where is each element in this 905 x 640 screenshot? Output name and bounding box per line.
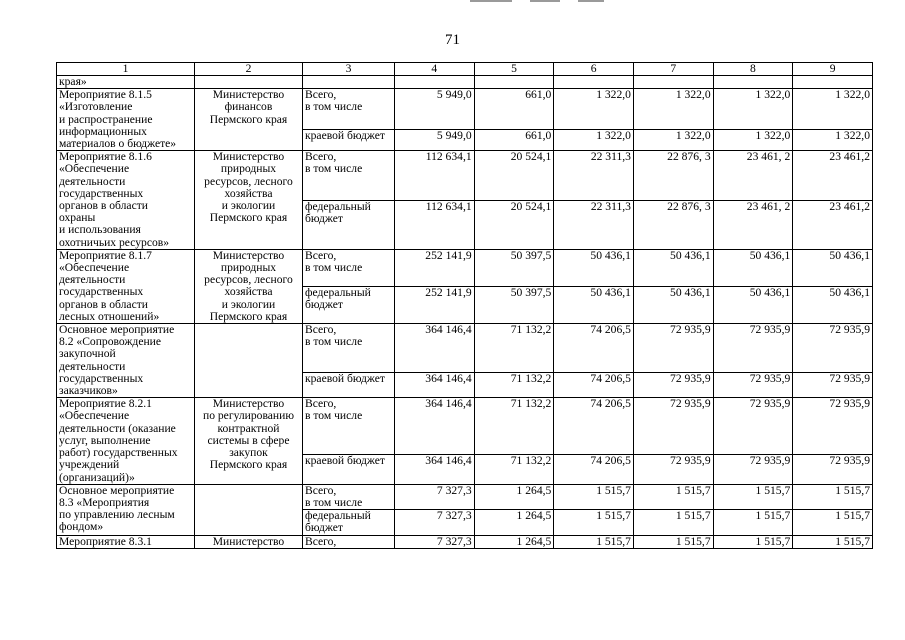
amount-value: 72 935,9 [633,455,713,485]
amount-value: 112 634,1 [395,200,475,249]
amount-value: 252 141,9 [395,286,475,323]
column-number: 9 [793,63,873,76]
column-number: 5 [474,63,554,76]
amount-value: 71 132,2 [474,398,554,455]
amount-value: 50 436,1 [554,249,634,286]
amount-value: 1 264,5 [474,484,554,509]
table-row [57,324,873,373]
amount-value: 50 397,5 [474,286,554,323]
amount-value: 1 515,7 [793,535,873,548]
amount-value: 72 935,9 [793,398,873,455]
funding-source: Всего, в том числе [303,398,395,455]
amount-value: 1 322,0 [554,89,634,130]
scan-artifact [470,0,650,3]
column-number: 6 [554,63,634,76]
executor-name [195,324,303,398]
amount-value: 1 322,0 [554,130,634,151]
budget-table [56,62,873,549]
activity-name: Основное мероприятие 8.3 «Мероприятия по управлению лесным фондом» [57,484,195,535]
amount-value: 23 461,2 [793,151,873,200]
executor-name: Министерство природных ресурсов, лесного хозяйства и экологии Пермского края [195,249,303,323]
funding-source: Всего, в том числе [303,151,395,200]
funding-source: краевой бюджет [303,372,395,397]
table-row [57,89,873,130]
empty-cell [554,76,634,89]
amount-value: 72 935,9 [633,398,713,455]
amount-value: 364 146,4 [395,324,475,373]
amount-value: 72 935,9 [633,324,713,373]
executor-name: Министерство природных ресурсов, лесного хозяйства и экологии Пермского края [195,151,303,250]
budget-table-body [57,63,873,549]
executor-name [195,484,303,535]
amount-value: 50 436,1 [793,249,873,286]
amount-value: 5 949,0 [395,89,475,130]
column-number: 7 [633,63,713,76]
executor-name: Министерство финансов Пермского края [195,89,303,151]
amount-value: 20 524,1 [474,200,554,249]
amount-value: 71 132,2 [474,324,554,373]
amount-value: 50 436,1 [713,286,793,323]
amount-value: 22 876, 3 [633,151,713,200]
amount-value: 50 436,1 [633,286,713,323]
activity-name: Основное мероприятие 8.2 «Сопровождение закупочной деятельности государственных заказчиков» [57,324,195,398]
amount-value: 72 935,9 [793,455,873,485]
table-row [57,398,873,455]
column-number: 1 [57,63,195,76]
amount-value: 1 515,7 [793,484,873,509]
amount-value: 364 146,4 [395,372,475,397]
amount-value: 72 935,9 [633,372,713,397]
amount-value: 50 397,5 [474,249,554,286]
amount-value: 20 524,1 [474,151,554,200]
amount-value: 72 935,9 [713,372,793,397]
amount-value: 74 206,5 [554,455,634,485]
funding-source: Всего, [303,535,395,548]
funding-source: краевой бюджет [303,130,395,151]
amount-value: 5 949,0 [395,130,475,151]
amount-value: 72 935,9 [793,324,873,373]
amount-value: 1 264,5 [474,510,554,535]
activity-name: Мероприятие 8.1.5 «Изготовление и распространение информационных материалов о бюджете» [57,89,195,151]
funding-source: Всего, в том числе [303,484,395,509]
amount-value: 661,0 [474,89,554,130]
amount-value: 1 322,0 [793,130,873,151]
empty-cell [474,76,554,89]
amount-value: 23 461, 2 [713,200,793,249]
funding-source: Всего, в том числе [303,89,395,130]
amount-value: 72 935,9 [713,455,793,485]
page-number: 71 [445,32,460,48]
table-row [57,249,873,286]
amount-value: 1 322,0 [633,89,713,130]
amount-value: 364 146,4 [395,398,475,455]
amount-value: 1 322,0 [793,89,873,130]
amount-value: 22 876, 3 [633,200,713,249]
empty-cell [395,76,475,89]
amount-value: 1 264,5 [474,535,554,548]
amount-value: 252 141,9 [395,249,475,286]
amount-value: 50 436,1 [633,249,713,286]
empty-cell [633,76,713,89]
amount-value: 72 935,9 [713,398,793,455]
amount-value: 364 146,4 [395,455,475,485]
amount-value: 1 515,7 [554,484,634,509]
table-row [57,535,873,548]
amount-value: 1 515,7 [554,535,634,548]
activity-name: Мероприятие 8.3.1 [57,535,195,548]
column-number: 2 [195,63,303,76]
amount-value: 1 515,7 [793,510,873,535]
amount-value: 74 206,5 [554,398,634,455]
amount-value: 71 132,2 [474,372,554,397]
activity-name: Мероприятие 8.1.7 «Обеспечение деятельности государственных органов в области лесных отношений» [57,249,195,323]
amount-value: 72 935,9 [793,372,873,397]
amount-value: 1 515,7 [633,535,713,548]
column-header-row [57,63,873,76]
empty-cell [303,76,395,89]
funding-source: краевой бюджет [303,455,395,485]
amount-value: 23 461,2 [793,200,873,249]
amount-value: 22 311,3 [554,151,634,200]
table-row [57,484,873,509]
amount-value: 1 515,7 [554,510,634,535]
amount-value: 23 461, 2 [713,151,793,200]
executor-name: Министерство [195,535,303,548]
continuation-text: края» [57,76,195,89]
amount-value: 1 515,7 [633,484,713,509]
amount-value: 7 327,3 [395,484,475,509]
column-number: 4 [395,63,475,76]
column-number: 8 [713,63,793,76]
activity-name: Мероприятие 8.1.6 «Обеспечение деятельности государственных органов в области охраны и использования охотничьих ресурсов» [57,151,195,250]
amount-value: 1 515,7 [713,510,793,535]
table-row [57,151,873,200]
amount-value: 1 322,0 [713,89,793,130]
amount-value: 1 322,0 [713,130,793,151]
column-number: 3 [303,63,395,76]
amount-value: 22 311,3 [554,200,634,249]
amount-value: 661,0 [474,130,554,151]
funding-source: федеральный бюджет [303,286,395,323]
funding-source: федеральный бюджет [303,200,395,249]
amount-value: 1 515,7 [713,484,793,509]
activity-name: Мероприятие 8.2.1 «Обеспечение деятельности (оказание услуг, выполнение работ) государственных учреждений (организаций)» [57,398,195,484]
empty-cell [793,76,873,89]
amount-value: 50 436,1 [793,286,873,323]
amount-value: 74 206,5 [554,372,634,397]
amount-value: 72 935,9 [713,324,793,373]
amount-value: 50 436,1 [713,249,793,286]
amount-value: 74 206,5 [554,324,634,373]
continuation-row [57,76,873,89]
funding-source: Всего, в том числе [303,324,395,373]
empty-cell [713,76,793,89]
amount-value: 1 515,7 [633,510,713,535]
amount-value: 112 634,1 [395,151,475,200]
empty-cell [195,76,303,89]
funding-source: федеральный бюджет [303,510,395,535]
amount-value: 7 327,3 [395,535,475,548]
amount-value: 50 436,1 [554,286,634,323]
executor-name: Министерство по регулированию контрактной системы в сфере закупок Пермского края [195,398,303,484]
amount-value: 7 327,3 [395,510,475,535]
amount-value: 1 322,0 [633,130,713,151]
amount-value: 1 515,7 [713,535,793,548]
funding-source: Всего, в том числе [303,249,395,286]
amount-value: 71 132,2 [474,455,554,485]
